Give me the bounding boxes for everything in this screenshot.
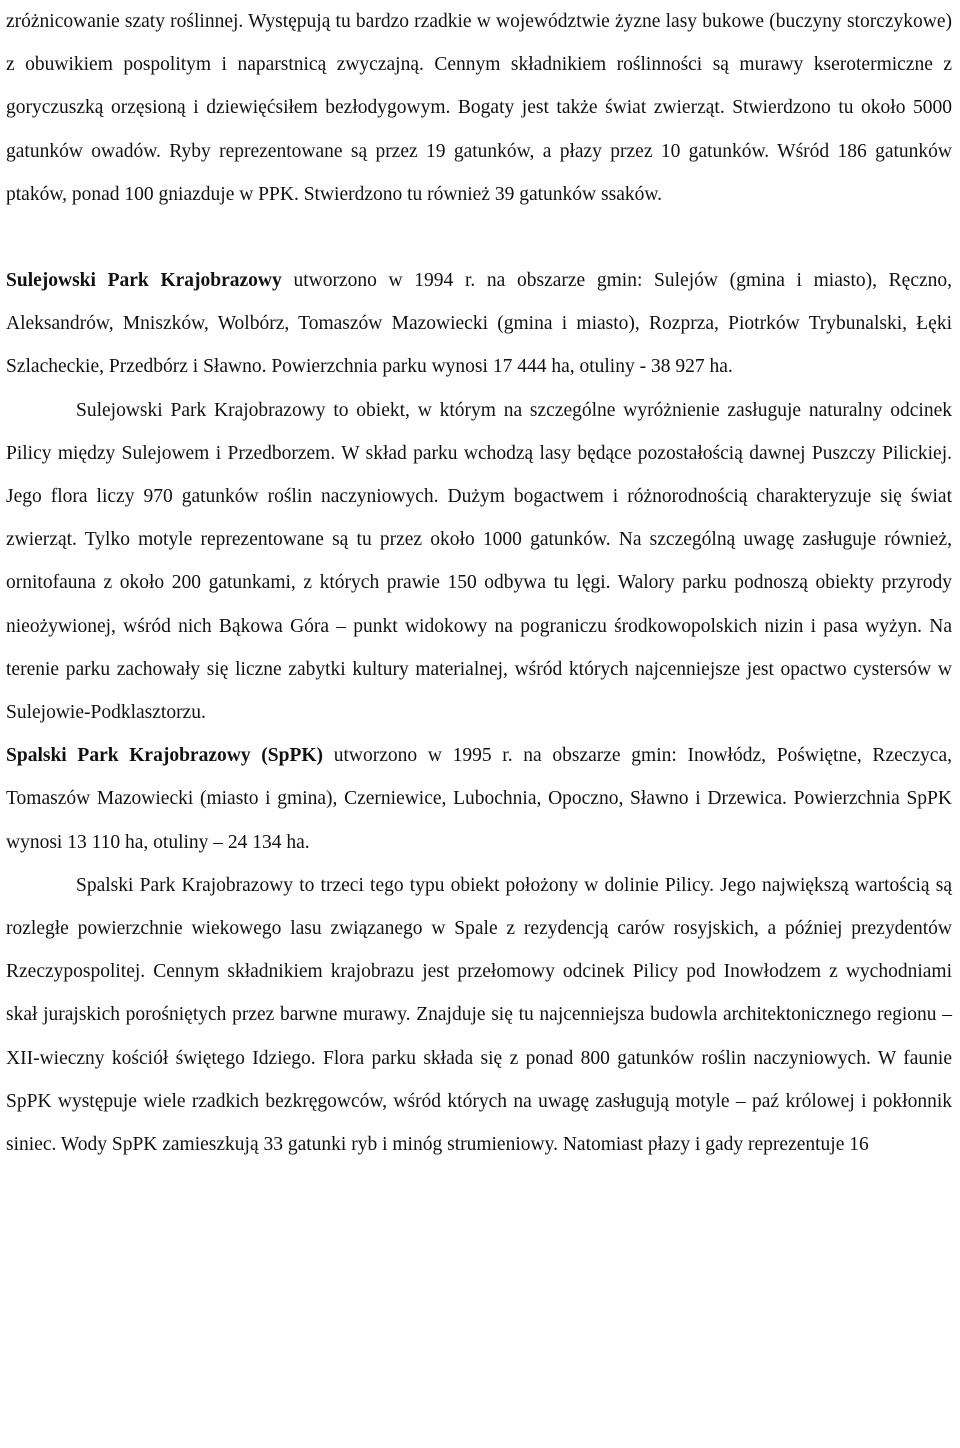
paragraph-text: Spalski Park Krajobrazowy to trzeci tego typu obiekt położony w dolinie Pilicy. Jego największą wartością są rozległe powierzchnie wiekowego lasu związanego w Spale z rezydencją carów rosyjskich, a później prezydentów Rzeczypospolitej. Cennym składnikiem krajobrazu jest przełomowy odcinek Pilicy pod Inowłodzem z wychodniami skał jurajskich porośniętych przez barwne murawy. Znajduje się tu najcenniejsza budowla architektonicznego regionu – XII-wieczny kościół świętego Idziego. Flora parku składa się z ponad 800 gatunków roślin naczyniowych. W faunie SpPK występuje wiele rzadkich bezkręgowców, wśród których na uwagę zasługują motyle – paź królowej i pokłonnik siniec. Wody SpPK zamieszkują 33 gatunki ryb i minóg strumieniowy. Natomiast płazy i gady reprezentuje 16 [6,874,952,1156]
paragraph-spalski-intro [6,734,952,864]
paragraph-text: zróżnicowanie szaty roślinnej. Występują tu bardzo rzadkie w województwie żyzne lasy bukowe (buczyny storczykowe) z obuwikiem pospolitym i naparstnicą zwyczajną. Cennym składnikiem roślinności są murawy kserotermiczne z goryczuszką orzęsioną i dziewięćsiłem bezłodygowym. Bogaty jest także świat zwierząt. Stwierdzono tu około 5000 gatunków owadów. Ryby reprezentowane są przez 19 gatunków, a płazy przez 10 gatunków. Wśród 186 gatunków ptaków, ponad 100 gniazduje w PPK. Stwierdzono tu również 39 gatunków ssaków. [6,11,952,205]
paragraph-sulejowski-description [6,389,952,735]
park-name-spalski: Spalski Park Krajobrazowy (SpPK) [6,745,324,767]
paragraph-text: utworzono w 1994 r. na obszarze gmin: Sulejów (gmina i miasto), Ręczno, Aleksandrów, Mniszków, Wolbórz, Tomaszów Mazowiecki (gmina i miasto), Rozprza, Piotrków Trybunalski, Łęki Szlacheckie, Przedbórz i Sławno. Powierzchnia parku wynosi 17 444 ha, otuliny - 38 927 ha. [6,270,953,378]
paragraph-text: Sulejowski Park Krajobrazowy to obiekt, w którym na szczególne wyróżnienie zasługuje naturalny odcinek Pilicy między Sulejowem i Przedborzem. W skład parku wchodzą lasy będące pozostałością dawnej Puszczy Pilickiej. Jego flora liczy 970 gatunków roślin naczyniowych. Dużym bogactwem i różnorodnością charakteryzuje się świat zwierząt. Tylko motyle reprezentowane są tu przez około 1000 gatunków. Na szczególną uwagę zasługuje również, ornitofauna z około 200 gatunkami, z których prawie 150 odbywa tu lęgi. Walory parku podnoszą obiekty przyrody nieożywionej, wśród nich Bąkowa Góra – punkt widokowy na pograniczu środkowopolskich nizin i pasa wyżyn. Na terenie parku zachowały się liczne zabytki kultury materialnej, wśród których najcenniejsze jest opactwo cystersów w Sulejowie-Podklasztorzu. [6,399,952,724]
paragraph-text: utworzono w 1995 r. na obszarze gmin: Inowłódz, Poświętne, Rzeczyca, Tomaszów Mazowiecki (miasto i gmina), Czerniewice, Lubochnia, Opoczno, Sławno i Drzewica. Powierzchnia SpPK wynosi 13 110 ha, otuliny – 24 134 ha. [6,745,952,853]
park-name-sulejowski: Sulejowski Park Krajobrazowy [6,270,282,292]
paragraph-spalski-description [6,864,952,1166]
paragraph-ppk-continuation [6,0,952,216]
paragraph-sulejowski-intro [6,259,952,389]
document-page [6,0,952,1166]
